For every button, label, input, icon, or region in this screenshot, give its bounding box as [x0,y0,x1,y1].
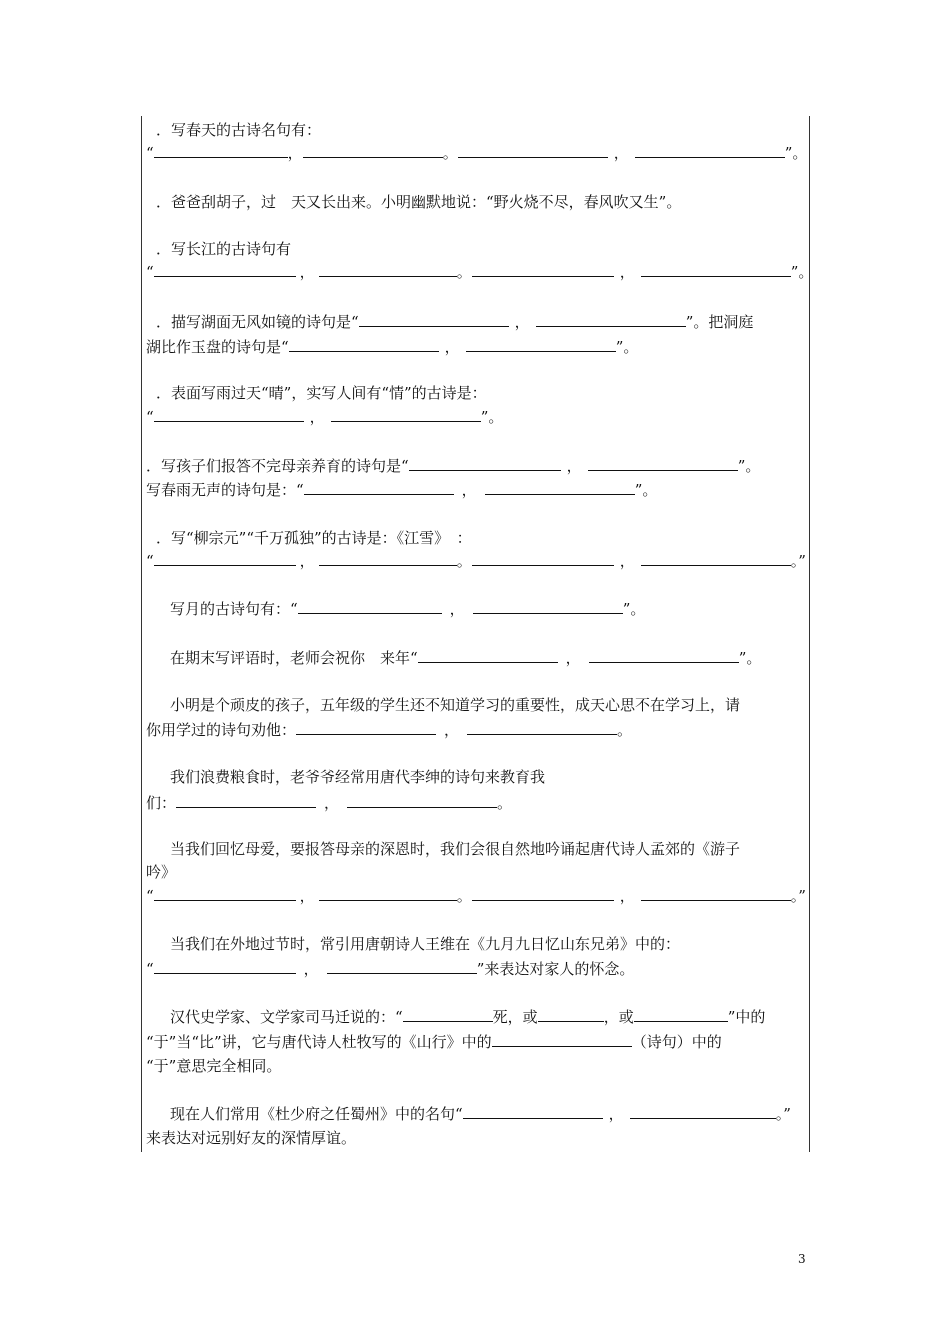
answer-blank[interactable] [473,599,623,614]
q11-line2: 们： ， 。 [146,794,513,812]
answer-blank[interactable] [304,480,454,495]
q4-line1: ．描写湖面无风如镜的诗句是“ ， ”。把洞庭 [156,313,754,331]
answer-blank[interactable] [467,720,617,735]
page-number: 3 [798,1252,806,1266]
q15-line2: 来表达对远别好友的深情厚谊。 [146,1129,357,1147]
q10-line2: 你用学过的诗句劝他： ， 。 [146,721,633,739]
answer-blank[interactable] [176,793,316,808]
answer-blank[interactable] [641,886,791,901]
answer-blank[interactable] [319,551,457,566]
q10-line1: 小明是个顽皮的孩子，五年级的学生还不知道学习的重要性，成天心思不在学习上，请 [170,696,741,714]
q5-heading: ．表面写雨过天“晴”，实写人间有“情”的古诗是： [156,384,487,402]
answer-blank[interactable] [635,143,785,158]
answer-blank[interactable] [289,337,439,352]
answer-blank[interactable] [331,407,481,422]
answer-blank[interactable] [327,959,477,974]
answer-blank[interactable] [319,262,457,277]
q14-line3: “于”意思完全相同。 [146,1057,282,1075]
answer-blank[interactable] [154,262,296,277]
answer-blank[interactable] [472,886,614,901]
q1-heading: ．写春天的古诗名句有： [156,121,322,139]
answer-blank[interactable] [347,793,497,808]
q3-answer-line: “ ， 。 ， ”。 [146,263,814,281]
q3-heading: ．写长江的古诗句有 [156,240,292,258]
answer-blank[interactable] [641,262,791,277]
answer-blank[interactable] [154,886,296,901]
answer-blank[interactable] [409,456,561,471]
answer-blank[interactable] [634,1007,728,1022]
answer-blank[interactable] [154,143,288,158]
q15-line1: 现在人们常用《杜少府之任蜀州》中的名句“ ， 。” [170,1105,791,1123]
q7-answer-line: “ ， 。 ， 。” [146,552,806,570]
q11-line1: 我们浪费粮食时，老爷爷经常用唐代李绅的诗句来教育我 [170,768,546,786]
answer-blank[interactable] [472,262,614,277]
answer-blank[interactable] [641,551,791,566]
q6-line2: 写春雨无声的诗句是：“ ， ”。 [146,481,658,499]
answer-blank[interactable] [458,143,608,158]
q14-line1: 汉代史学家、文学家司马迁说的：“ 死，或 ，或 ”中的 [170,1008,766,1026]
q12-line1: 当我们回忆母爱，要报答母亲的深恩时，我们会很自然地吟诵起唐代诗人孟郊的《游子 [170,840,741,858]
answer-blank[interactable] [492,1032,632,1047]
answer-blank[interactable] [589,648,739,663]
q12-line2: 吟》 [146,863,177,881]
answer-blank[interactable] [418,648,558,663]
q12-answer-line: “ ， 。 ， 。” [146,887,806,905]
answer-blank[interactable] [536,312,686,327]
q8-line: 写月的古诗句有：“ ， ”。 [170,600,646,618]
q7-heading: ．写“柳宗元”“千万孤独”的古诗是：《江雪》 ： [156,529,472,547]
answer-blank[interactable] [538,1007,604,1022]
q2-text: ．爸爸刮胡子，过 天又长出来。小明幽默地说：“野火烧不尽，春风吹又生”。 [156,193,682,211]
q4-line2: 湖比作玉盘的诗句是“ ， ”。 [146,338,639,356]
answer-blank[interactable] [154,959,296,974]
answer-blank[interactable] [154,407,304,422]
q6-line1: ．写孩子们报答不完母亲养育的诗句是“ ， ”。 [146,457,761,475]
q14-line2: “于”当“比”讲，它与唐代诗人杜牧写的《山行》中的 （诗句）中的 [146,1033,722,1051]
answer-blank[interactable] [403,1007,493,1022]
answer-blank[interactable] [463,1104,603,1119]
answer-blank[interactable] [466,337,616,352]
answer-blank[interactable] [630,1104,776,1119]
q5-answer-line: “ ， ”。 [146,408,504,426]
answer-blank[interactable] [296,720,436,735]
answer-blank[interactable] [588,456,738,471]
q13-line2: “ ， ”来表达对家人的怀念。 [146,960,635,978]
answer-blank[interactable] [472,551,614,566]
left-border [141,116,142,1152]
answer-blank[interactable] [298,599,442,614]
answer-blank[interactable] [154,551,296,566]
answer-blank[interactable] [319,886,457,901]
answer-blank[interactable] [303,143,443,158]
answer-blank[interactable] [359,312,509,327]
answer-blank[interactable] [485,480,635,495]
q13-line1: 当我们在外地过节时，常引用唐朝诗人王维在《九月九日忆山东兄弟》中的： [170,935,681,953]
q1-answer-line: “ ， 。 ， ”。 [146,144,808,162]
q9-line: 在期末写评语时，老师会祝你 来年“ ， ”。 [170,649,762,667]
